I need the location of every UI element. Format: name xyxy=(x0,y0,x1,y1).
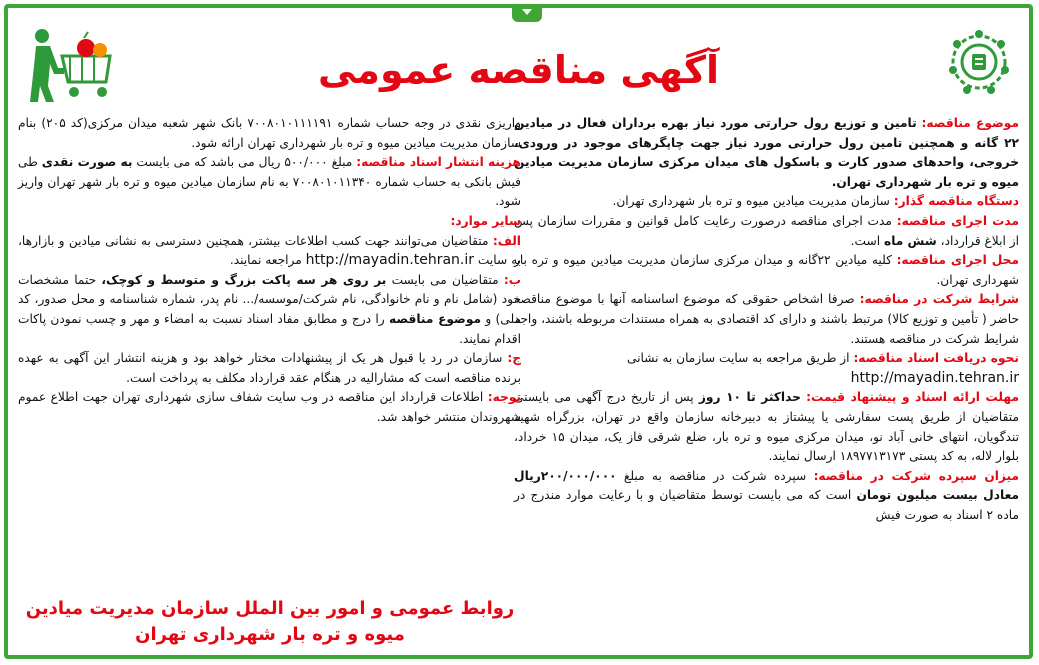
cost-paragraph xyxy=(18,153,521,212)
other-label: سایر موارد: xyxy=(450,213,521,228)
be-paragraph xyxy=(18,271,521,349)
receive-url-line xyxy=(514,369,1019,389)
subject-label: موضوع مناقصه: xyxy=(921,116,1019,130)
alef-text1: متقاضیان می‌توانند جهت کسب اطلاعات بیشتر، همچنین دسترسی به نشانی میادین و بازارها، به سایت xyxy=(18,233,521,268)
alef-paragraph xyxy=(18,232,521,271)
note-label: توجه: xyxy=(487,390,522,405)
cost-text: مبلغ ۵۰۰/۰۰۰ ریال می باشد که می بایست xyxy=(136,155,353,170)
receive-paragraph xyxy=(514,349,1019,369)
note-text: اطلاعات قرارداد این مناقصه در وب سایت شفاف سازی شهرداری تهران جهت اطلاع عموم شهروندان منتشر خواهد شد. xyxy=(18,390,521,424)
alef-label: الف: xyxy=(492,233,521,248)
location-paragraph xyxy=(514,251,1019,290)
tender-notice xyxy=(4,4,1033,659)
duration-paragraph xyxy=(514,212,1019,251)
location-text: کلیه میادین ۲۲گانه و میدان مرکزی سازمان مدیریت میادین میوه و تره بار شهرداری تهران. xyxy=(514,253,1019,287)
deposit-paragraph xyxy=(514,467,1019,526)
footer-line2: میوه و تره بار شهرداری تهران xyxy=(135,624,405,645)
duration-end: است. xyxy=(850,233,881,248)
footer-line1: روابط عمومی و امور بین الملل سازمان مدیریت میادین xyxy=(25,598,515,619)
be-text3: را درج و مطابق مفاد اسناد نسبت به امضاء و مهر و چسب نمودن پاکات اقدام نمایند. xyxy=(18,311,521,346)
cost-label: هزینه انتشار اسناد مناقصه: xyxy=(356,155,522,170)
location-label: محل اجرای مناقصه: xyxy=(896,253,1019,268)
receive-label: نحوه دریافت اسناد مناقصه: xyxy=(853,351,1019,366)
subject-text: تامین و توزیع رول حرارتی مورد نیاز بهره برداران فعال در میادین ۲۲ گانه و همچنین تامین رول حرارتی مورد نیاز جهت چاپگرهای موجود در ورودی، خروجی، واحدهای صدور کارت و باسکول های میدان مرکزی سازمان مدیریت میادین میوه و تره بار شهرداری تهران. xyxy=(514,116,1019,189)
duration-text: مدت اجرای مناقصه درصورت رعایت کامل قوانین و مقررات سازمان پس از ابلاغ قرارداد، xyxy=(514,213,1019,248)
be-bold2: موضوع مناقصه xyxy=(388,311,482,326)
right-column xyxy=(514,114,1019,525)
alef-text2: مراجعه نمایند. xyxy=(229,253,302,268)
other-heading xyxy=(18,212,521,232)
frame-tab xyxy=(512,6,542,22)
organizer-label: دستگاه مناقصه گذار: xyxy=(893,194,1019,209)
cost-text2: طی فیش بانکی به حساب شماره ۷۰۰۸۰۱۰۱۱۳۴۰ به نام سازمان میادین میوه و تره بار شهر تهران واریز شود. xyxy=(18,155,521,209)
subject-paragraph xyxy=(514,114,1019,192)
footer-signature xyxy=(20,596,520,648)
deadline-label: مهلت ارائه اسناد و پیشنهاد قیمت: xyxy=(806,390,1020,405)
organizer-paragraph xyxy=(514,192,1019,212)
deposit-continued: واریزی نقدی در وجه حساب شماره ۷۰۰۸۰۱۰۱۱۱۱۹۱ بانک شهر شعبه میدان مرکزی(کد ۲۰۵) بنام سازمان مدیریت میادین میوه و تره بار شهرداری تهران ارائه شود. xyxy=(18,116,521,150)
deposit-text2: است که می بایست توسط متقاضیان و با رعایت موارد مندرج در ماده ۲ اسناد به صورت فیش xyxy=(514,488,1019,522)
conditions-text: صرفا اشخاص حقوقی که موضوع اساسنامه آنها با موضوع مناقصه حاضر ( تأمین و توزیع کالا) مرتبط باشند و دارای کد اقتصادی به همراه مستندات مربوطه باشند، واجد شرایط شرکت در مناقصه هستند. xyxy=(514,292,1019,346)
deposit-text1: سپرده شرکت در مناقصه به مبلغ xyxy=(623,468,807,483)
receive-text: از طریق مراجعه به سایت سازمان به نشانی xyxy=(626,351,850,366)
jim-label: ج: xyxy=(507,351,521,366)
organizer-text: سازمان مدیریت میادین میوه و تره بار شهرداری تهران. xyxy=(612,194,890,209)
deadline-paragraph xyxy=(514,388,1019,466)
left-column xyxy=(18,114,521,428)
deadline-text: پس از تاریخ درج آگهی می بایستی متقاضیان از طریق پست سفارشی یا پیشتاز به دبیرخانه سازمان واقع در تهران، بزرگراه شهید تندگویان، انتهای خانی آباد نو، میدان مرکزی میوه و تره بار، ضلع شرقی فاز یک، میدان ۱۵ خرداد، بلوار لاله، به کد پستی ۱۸۹۷۷۱۳۱۷۳ ارسال نمایند. xyxy=(514,390,1019,464)
receive-url-link[interactable]: http://mayadin.tehran.ir xyxy=(850,369,1019,386)
duration-bold: شش ماه xyxy=(884,233,937,248)
deadline-bold: حداکثر تا ۱۰ روز xyxy=(698,390,801,405)
be-text2: حتما مشخصات خود (شامل نام و نام خانوادگی، نام شرکت/موسسه/... نام پدر، شماره شناسنامه و محل صدور، کد ملی) و xyxy=(18,272,522,326)
deposit-label: میزان سپرده شرکت در مناقصه: xyxy=(813,468,1020,483)
jim-text: سازمان در رد یا قبول هر یک از پیشنهادات مختار خواهد بود و هزینه انتشار این آگهی به عهده برنده مناقصه است که مشارالیه در هنگام عقد قرارداد مکلف به پرداخت است. xyxy=(18,351,521,385)
note-paragraph xyxy=(18,388,521,427)
be-text1: متقاضیان می بایست xyxy=(391,272,499,287)
be-label: ب: xyxy=(503,272,522,287)
conditions-label: شرایط شرکت در مناقصه: xyxy=(859,292,1019,307)
deposit-bold: ۲۰۰/۰۰۰/۰۰۰ریال معادل بیست میلیون تومان xyxy=(514,468,1020,503)
jim-paragraph xyxy=(18,349,521,388)
conditions-paragraph xyxy=(514,290,1019,349)
be-bold: بر روی هر سه پاکت بزرگ و متوسط و کوچک، xyxy=(101,272,387,287)
duration-label: مدت اجرای مناقصه: xyxy=(896,213,1020,228)
cost-bold: به صورت نقدی xyxy=(41,155,133,170)
page-title: آگهی مناقصه عمومی xyxy=(317,48,720,92)
alef-url-link[interactable]: http://mayadin.tehran.ir xyxy=(305,252,475,269)
